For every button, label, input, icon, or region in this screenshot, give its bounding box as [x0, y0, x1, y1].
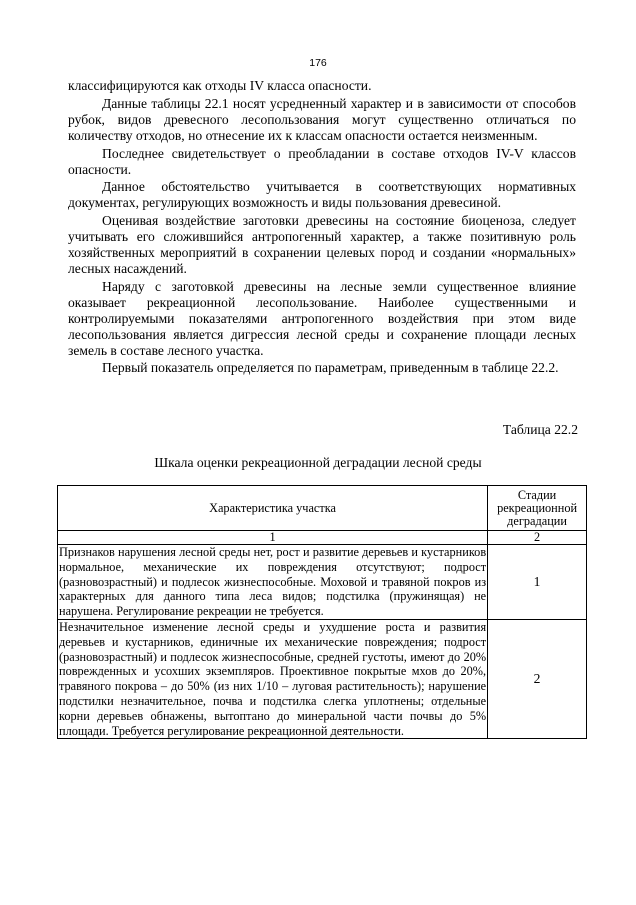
table-row	[58, 545, 587, 620]
column-number-row	[58, 531, 587, 545]
header-stage: Стадии рекреационной деградации	[488, 486, 587, 531]
paragraph: Первый показатель определяется по параметрам, приведенным в таблице 22.2.	[102, 360, 559, 376]
row-description: Признаков нарушения лесной среды нет, рост и развитие деревьев и кустарников нормальное, механические их повреждения отсутствуют; подрост (разновозрастный) и подлесок жизнеспособные. Моховой и травяной покров из характерных для данного типа леса видов; подстилка (пружинящая) не нарушена. Регулирование рекреации не требуется.	[59, 545, 487, 619]
row-stage: 2	[488, 619, 587, 738]
page-number: 176	[309, 57, 327, 69]
paragraph: Наряду с заготовкой древесины на лесные земли существенное влияние оказывает рекреационной лесопользование. Наиболее существенными и контролируемыми показателями антропогенного воздействия при этом виде лесопользования является дигрессия лесной среды и сохранение площади лесных земель в составе лесного участка.	[68, 278, 576, 358]
table-row	[58, 619, 587, 738]
table-label: Таблица 22.2	[502, 422, 578, 437]
paragraph: классифицируются как отходы IV класса опасности.	[68, 78, 372, 93]
header-characteristic: Характеристика участка	[58, 486, 488, 531]
row-stage: 1	[488, 545, 587, 620]
table-title: Шкала оценки рекреационной деградации лесной среды	[154, 455, 482, 470]
row-description: Незначительное изменение лесной среды и ухудшение роста и развития деревьев и кустарников, единичные их механические повреждения; подрост (разновозрастный) и подлесок жизнеспособные, средней густоты, имеют до 20% поврежденных и усохших экземпляров. Проективное покрытые мхов до 20%, травяного покрова – до 50% (из них 1/10 – луговая растительность); нарушение подстилки незначительное, почва и подстилка слегка уплотнены; отдельные корни деревьев обнажены, вытоптано до минеральной части почвы до 5% площади. Требуется регулирование рекреационной деятельности.	[59, 619, 487, 738]
paragraph: Данное обстоятельство учитывается в соответствующих нормативных документах, регулирующих возможность и виды пользования древесиной.	[68, 179, 576, 211]
body-text	[68, 78, 576, 378]
paragraph: Последнее свидетельствует о преобладании в составе отходов IV-V классов опасности.	[68, 145, 576, 177]
paragraph: Данные таблицы 22.1 носят усредненный характер и в зависимости от способов рубок, видов древесного лесопользования могут существенно отличаться по количеству отходов, но отнесение их к классам опасности остается неизменным.	[68, 95, 576, 143]
column-number: 1	[58, 531, 488, 545]
paragraph: Оценивая воздействие заготовки древесины на состояние биоценоза, следует учитывать его сложившийся антропогенный характер, а также позитивную роль хозяйственных мероприятий в сохранении целевых пород и создании «нормальных» лесных насаждений.	[68, 213, 576, 276]
table-header-row	[58, 486, 587, 531]
column-number: 2	[488, 531, 587, 545]
degradation-scale-table	[57, 485, 587, 739]
